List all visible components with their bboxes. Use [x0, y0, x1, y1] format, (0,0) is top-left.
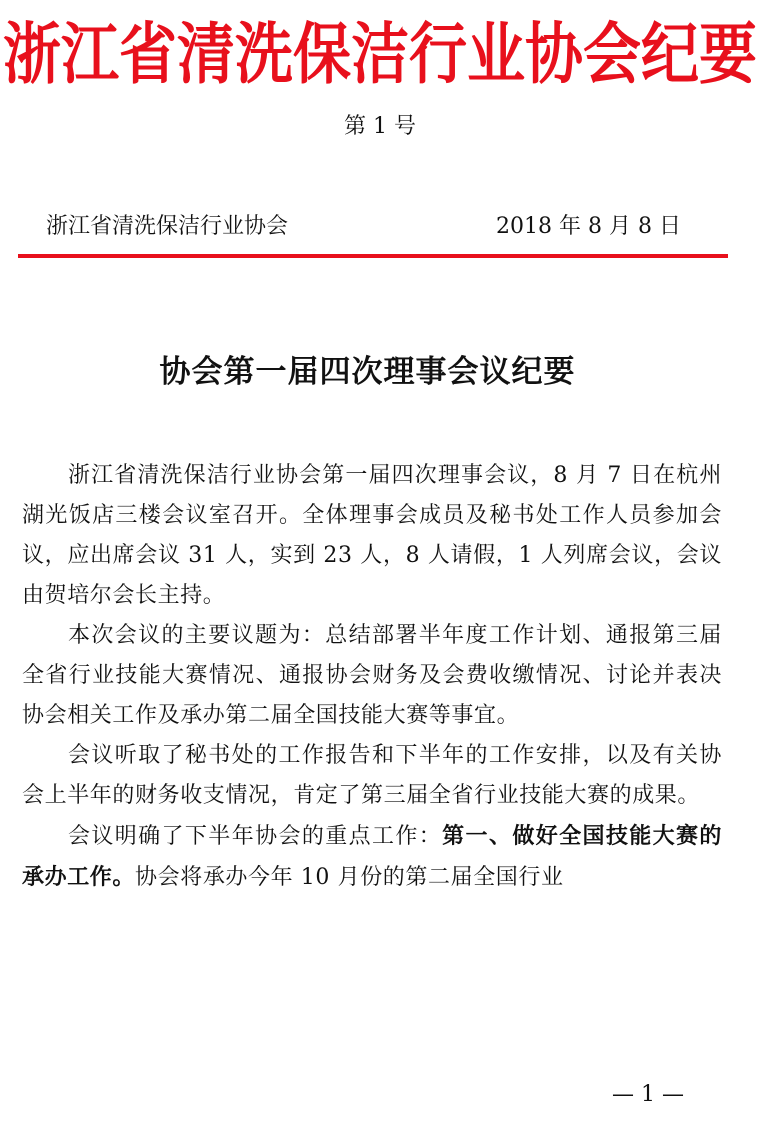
body-paragraph — [22, 816, 722, 898]
issuing-organization: 浙江省清洗保洁行业协会 — [46, 214, 289, 239]
body-paragraph: 浙江省清洗保洁行业协会第一届四次理事会议，8 月 7 日在杭州湖光饭店三楼会议室召开。全体理事会成员及秘书处工作人员参加会议，应出席会议 31 人，实到 23 人，8 人请假，1 人列席会议，会议由贺培尔会长主持。 — [22, 463, 722, 608]
issue-number: 第 1 号 — [344, 114, 416, 139]
paragraph-bold-text: 第一、做好全国技能大赛的承办工作。 — [22, 823, 723, 890]
body-paragraph: 会议听取了秘书处的工作报告和下半年的工作安排，以及有关协会上半年的财务收支情况，肯定了第三届全省行业技能大赛的成果。 — [22, 743, 722, 808]
document-body — [22, 456, 722, 898]
page-number: — 1 — — [612, 1082, 684, 1107]
paragraph-tail-text: 协会将承办今年 10 月份的第二届全国行业 — [135, 865, 564, 890]
body-paragraph: 本次会议的主要议题为：总结部署半年度工作计划、通报第三届全省行业技能大赛情况、通报协会财务及会费收缴情况、讨论并表决协会相关工作及承办第二届全国技能大赛等事宜。 — [22, 623, 722, 728]
red-divider-rule — [18, 254, 728, 258]
issue-date: 2018 年 8 月 8 日 — [496, 214, 681, 239]
paragraph-lead-text: 会议明确了下半年协会的重点工作： — [68, 824, 443, 849]
masthead-title: 浙江省清洗保洁行业协会纪要 — [2, 14, 757, 94]
document-title: 协会第一届四次理事会议纪要 — [159, 354, 576, 390]
